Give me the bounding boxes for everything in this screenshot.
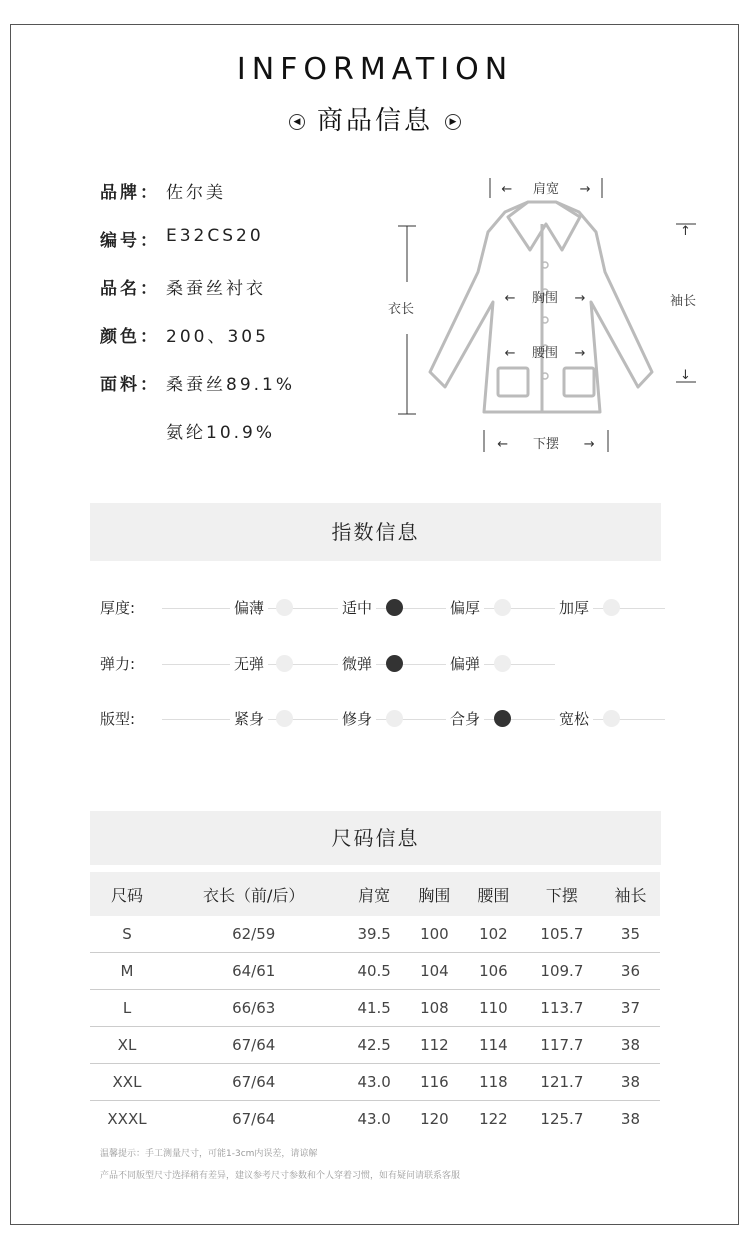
- cell: L: [90, 990, 164, 1027]
- table-row: [90, 1101, 660, 1138]
- option-thin: 偏薄: [230, 597, 268, 618]
- name-label: 品名：: [100, 279, 160, 299]
- chevron-right-icon: ▶: [445, 114, 461, 130]
- waist-label: 腰围: [531, 346, 558, 361]
- cell: 117.7: [523, 1027, 601, 1064]
- table-row: [90, 1064, 660, 1101]
- elasticity-label: 弹力:: [100, 655, 136, 673]
- table-row: [90, 1027, 660, 1064]
- cell: 114: [464, 1027, 523, 1064]
- cell: 42.5: [343, 1027, 404, 1064]
- code-label: 编号：: [100, 231, 160, 251]
- size-table: [90, 872, 660, 1137]
- chest-label: 胸围: [531, 291, 558, 306]
- cell: 66/63: [164, 990, 343, 1027]
- cell: 112: [405, 1027, 464, 1064]
- shirt-measure-diagram: [380, 172, 710, 462]
- cell: 116: [405, 1064, 464, 1101]
- waist-measure: ← 腰围 →: [504, 346, 586, 361]
- fit-row: [100, 708, 665, 730]
- dot-slight-stretch-selected: [386, 655, 403, 672]
- shoulder-measure: ← 肩宽 →: [501, 182, 591, 197]
- brand-value: 佐尔美: [166, 183, 226, 203]
- code-row: [100, 226, 264, 251]
- shirt-outline-icon: [380, 172, 710, 462]
- cell: 125.7: [540, 1110, 584, 1128]
- col-hem: 下摆: [523, 872, 601, 916]
- cell: 43.0: [357, 1110, 391, 1128]
- index-heading: 指数信息: [90, 503, 661, 561]
- dot-tight: [276, 710, 293, 727]
- code-value: E32CS20: [166, 226, 264, 246]
- cell: M: [90, 953, 164, 990]
- cell: S: [90, 916, 164, 953]
- cell: 105.7: [523, 916, 601, 953]
- thickness-label: 厚度:: [100, 599, 136, 617]
- option-slim: 修身: [338, 708, 376, 729]
- brand-label: 品牌：: [100, 183, 160, 203]
- cell: 102: [464, 916, 523, 953]
- cell: 38: [601, 1064, 660, 1101]
- dot-thick: [494, 599, 511, 616]
- page-subtitle: [0, 100, 750, 137]
- option-tight: 紧身: [230, 708, 268, 729]
- cell: 38: [601, 1027, 660, 1064]
- cell: 36: [601, 953, 660, 990]
- cell: 110: [464, 990, 523, 1027]
- name-row: [100, 274, 266, 299]
- arrow-up-icon: ↑: [680, 224, 691, 239]
- cell: 67/64: [164, 1064, 343, 1101]
- cell: 67/64: [164, 1027, 343, 1064]
- dot-stretchy: [494, 655, 511, 672]
- option-regular: 合身: [446, 708, 484, 729]
- option-no-stretch: 无弹: [230, 653, 268, 674]
- cell: 38: [620, 1110, 640, 1128]
- chevron-left-icon: ◀: [289, 114, 305, 130]
- chest-measure: ← 胸围 →: [504, 291, 586, 306]
- fit-label: 版型:: [100, 710, 136, 728]
- page-title: INFORMATION: [236, 52, 514, 87]
- table-row: [90, 953, 660, 990]
- note-size-advice: 产品不同版型尺寸选择稍有差异，建议参考尺寸参数和个人穿着习惯，如有疑问请联系客服: [100, 1171, 461, 1181]
- col-size: 尺码: [90, 872, 164, 916]
- hem-label: 下摆: [532, 437, 559, 452]
- cell: 100: [405, 916, 464, 953]
- thickness-row: [100, 597, 665, 619]
- option-stretchy: 偏弹: [446, 653, 484, 674]
- option-loose: 宽松: [555, 708, 593, 729]
- cell: 35: [601, 916, 660, 953]
- cell: 106: [464, 953, 523, 990]
- dot-regular-selected: [494, 710, 511, 727]
- fabric-value-1: 桑蚕丝89.1%: [166, 375, 296, 395]
- cell: 120: [420, 1110, 449, 1128]
- cell: 108: [405, 990, 464, 1027]
- hem-measure: ← 下摆 →: [497, 437, 595, 452]
- cell: XXL: [90, 1064, 164, 1101]
- cell: XL: [90, 1027, 164, 1064]
- cell: 40.5: [343, 953, 404, 990]
- dot-thin: [276, 599, 293, 616]
- shoulder-label: 肩宽: [532, 182, 559, 197]
- cell: 122: [479, 1110, 508, 1128]
- option-slight-stretch: 微弹: [338, 653, 376, 674]
- dot-extra-thick: [603, 599, 620, 616]
- dot-slim: [386, 710, 403, 727]
- option-extra-thick: 加厚: [555, 597, 593, 618]
- color-row: [100, 322, 269, 347]
- cell: 37: [601, 990, 660, 1027]
- dot-medium-selected: [386, 599, 403, 616]
- length-label: 衣长: [388, 302, 415, 317]
- cell: 67/64: [232, 1110, 276, 1128]
- size-heading: 尺码信息: [90, 811, 661, 865]
- color-label: 颜色：: [100, 327, 160, 347]
- note-measurement: 温馨提示：手工测量尺寸，可能1-3cm内误差，请谅解: [100, 1149, 318, 1159]
- subtitle-text: 商品信息: [316, 106, 433, 136]
- cell: 41.5: [343, 990, 404, 1027]
- arrow-down-icon: ↓: [680, 368, 691, 383]
- cell: 39.5: [343, 916, 404, 953]
- fabric-label: 面料：: [100, 375, 160, 395]
- fabric-row: [100, 370, 295, 395]
- elasticity-row: [100, 653, 665, 675]
- cell: 62/59: [164, 916, 343, 953]
- cell: 104: [405, 953, 464, 990]
- cell: 118: [464, 1064, 523, 1101]
- option-thick: 偏厚: [446, 597, 484, 618]
- fabric-row-2: [166, 418, 275, 443]
- brand-row: [100, 178, 226, 203]
- cell: 121.7: [523, 1064, 601, 1101]
- dot-loose: [603, 710, 620, 727]
- dot-no-stretch: [276, 655, 293, 672]
- fabric-value-2: 氨纶10.9%: [166, 423, 276, 443]
- cell: XXXL: [107, 1110, 147, 1128]
- col-length: 衣长（前/后）: [164, 872, 343, 916]
- cell: 43.0: [343, 1064, 404, 1101]
- table-row: [90, 990, 660, 1027]
- size-table-header: [90, 872, 660, 916]
- col-waist: 腰围: [464, 872, 523, 916]
- sleeve-label: 袖长: [670, 294, 697, 309]
- cell: 109.7: [523, 953, 601, 990]
- color-value: 200、305: [166, 327, 269, 347]
- name-value: 桑蚕丝衬衣: [166, 279, 266, 299]
- col-shoulder: 肩宽: [343, 872, 404, 916]
- option-medium: 适中: [338, 597, 376, 618]
- cell: 64/61: [164, 953, 343, 990]
- cell: 113.7: [523, 990, 601, 1027]
- col-sleeve: 袖长: [601, 872, 660, 916]
- col-chest: 胸围: [405, 872, 464, 916]
- table-row: [90, 916, 660, 953]
